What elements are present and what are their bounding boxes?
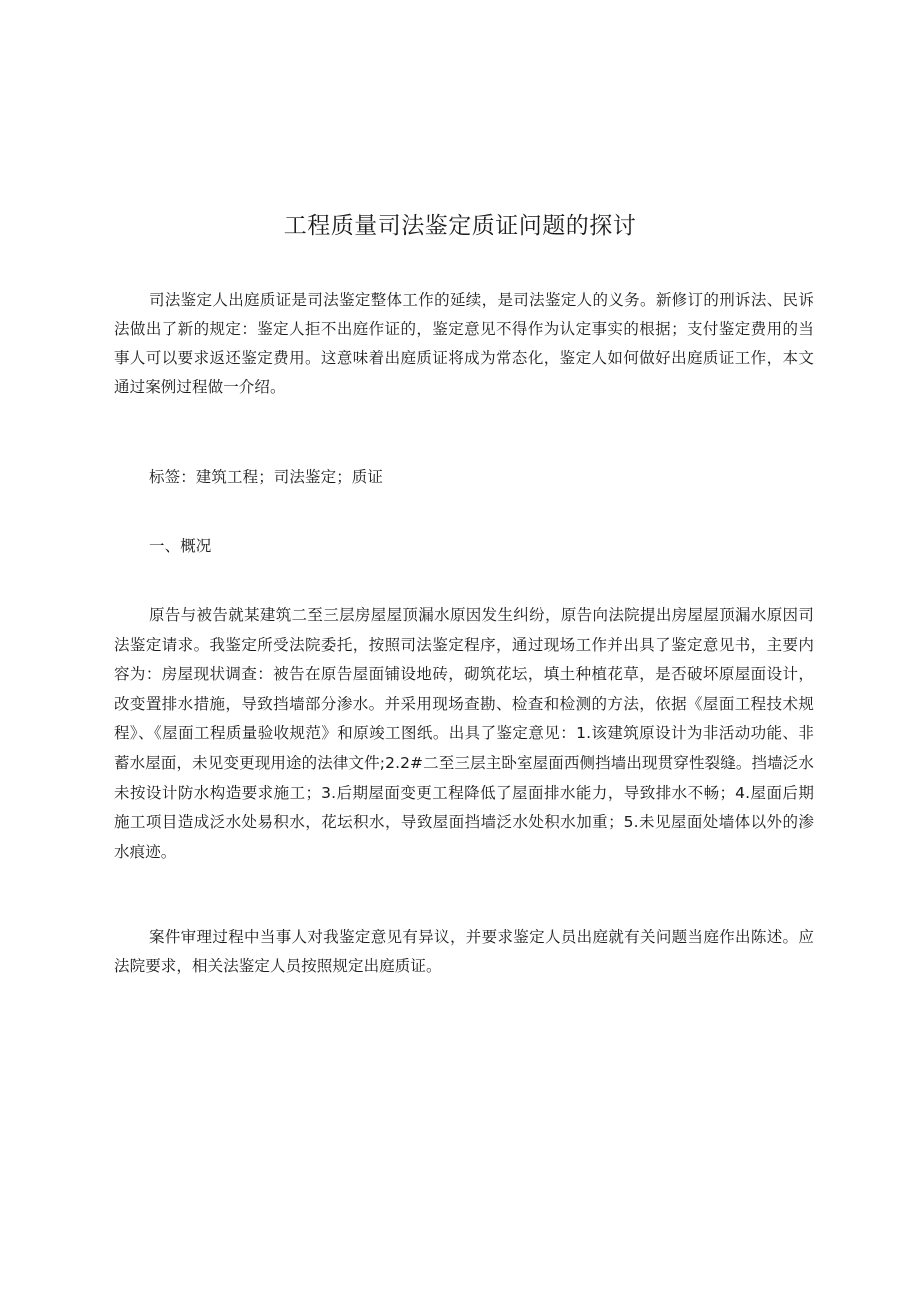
overview-paragraph-2: 案件审理过程中当事人对我鉴定意见有异议，并要求鉴定人员出庭就有关问题当庭作出陈述。应法院要求，相关法鉴定人员按照规定出庭质证。 [114,928,814,975]
section-heading-overview: 一、概况 [149,537,212,555]
tags-line: 标签：建筑工程；司法鉴定；质证 [149,468,384,486]
overview-paragraph-1: 原告与被告就某建筑二至三层房屋屋顶漏水原因发生纠纷，原告向法院提出房屋屋顶漏水原因司法鉴定请求。我鉴定所受法院委托，按照司法鉴定程序，通过现场工作并出具了鉴定意见书，主要内容为：房屋现状调查：被告在原告屋面铺设地砖，砌筑花坛，填土种植花草，是否破坏原屋面设计，改变置排水措施，导致挡墙部分渗水。并采用现场查勘、检查和检测的方法，依据《屋面工程技术规程》、《屋面工程质量验收规范》和原竣工图纸。出具了鉴定意见：1.该建筑原设计为非活动功能、非蓄水屋面，未见变更现用途的法律文件;2.2#二至三层主卧室屋面西侧挡墙出现贯穿性裂缝。挡墙泛水未按设计防水构造要求施工；3.后期屋面变更工程降低了屋面排水能力，导致排水不畅；4.屋面后期施工项目造成泛水处易积水，花坛积水，导致屋面挡墙泛水处积水加重；5.未见屋面处墙体以外的渗水痕迹。 [114,606,814,861]
abstract-paragraph: 司法鉴定人出庭质证是司法鉴定整体工作的延续，是司法鉴定人的义务。新修订的刑诉法、民诉法做出了新的规定：鉴定人拒不出庭作证的，鉴定意见不得作为认定事实的根据；支付鉴定费用的当事人可以要求返还鉴定费用。这意味着出庭质证将成为常态化，鉴定人如何做好出庭质证工作，本文通过案例过程做一介绍。 [114,291,814,396]
document-title: 工程质量司法鉴定质证问题的探讨 [283,213,637,239]
